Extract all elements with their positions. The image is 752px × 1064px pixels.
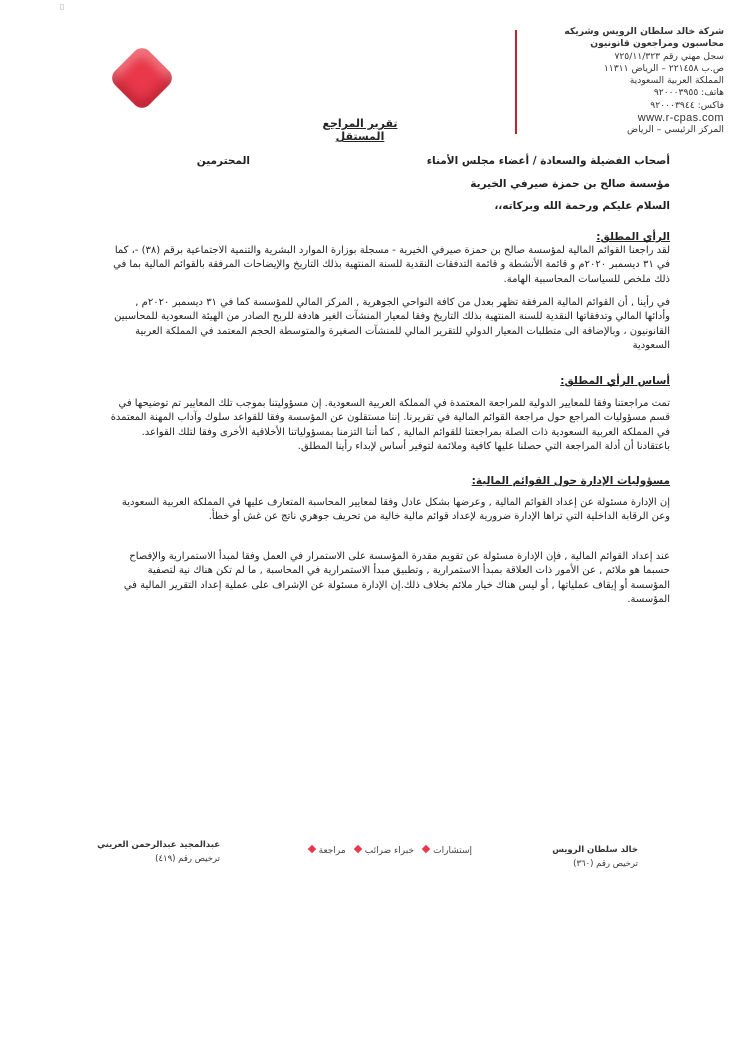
header-line: سجل مهني رقم ٧٢٥/١١/٣٢٣ [614, 50, 724, 62]
diamond-bullet-icon [307, 845, 315, 853]
partner-right-license: ترخيص رقم (٣٦٠) [573, 859, 638, 869]
service-consulting: إستشارات [433, 846, 472, 856]
foundation-name: مؤسسة صالح بن حمزة صيرفي الخيرية [470, 178, 670, 190]
greeting: السلام عليكم ورحمة الله وبركاته،، [494, 200, 670, 212]
management-paragraph-1: إن الإدارة مسئولة عن إعداد القوائم المالية , وعرضها بشكل عادل وفقا لمعايير المحاسبة المتعارف عليها في المملكة العربية السعودية وعن الرقابة الداخلية التي تراها الإدارة ضرورية لإعداد قوائم مالية خالية من تحريف جوهري ناتج عن غش أو خطأ. [121, 497, 670, 523]
partner-right-name: خالد سلطان الرويس [552, 845, 638, 855]
service-audit: مراجعة [318, 846, 346, 856]
diamond-bullet-icon [354, 845, 362, 853]
header-line: ص.ب ٢٢١٤٥٨ – الرياض ١١٣١١ [603, 62, 724, 74]
header-line: المملكة العربية السعودية [629, 75, 724, 87]
main-office: المركز الرئيسي – الرياض [626, 124, 724, 136]
header-line: شركة خالد سلطان الرويس وشريكه [564, 26, 724, 37]
header-divider [515, 30, 517, 134]
addressee-line: أصحاب الفضيلة والسعادة / أعضاء مجلس الأمناء [426, 155, 670, 167]
services-list [272, 838, 472, 857]
management-heading: مسؤوليات الإدارة حول القوائم المالية: [471, 475, 670, 487]
basis-paragraph: تمت مراجعتنا وفقا للمعايير الدولية للمراجعة المعتمدة في المملكة العربية السعودية. إن مسؤوليتنا بموجب تلك المعايير تم توضيحها في قسم مسؤوليات المراجع حول مراجعة القوائم المالية في تقريرنا. إننا مستقلون عن المؤسسة وفقا للقواعد سلوك وآداب المهنة المعتمدة في المملكة العربية السعودية ذات الصلة بمراجعتنا للقوائم المالية , كما أننا التزمنا بمسؤولياتنا الأخلاقية الأخرى وفقا لتلك القواعد. باعتقادنا أن أدلة المراجعة التي حصلنا عليها كافية وملائمة لتوفير أساس لإبداء رأينا المطلق. [110, 398, 670, 453]
partner-left-license: ترخيص رقم (٤١٩) [155, 854, 220, 864]
partner-left-name: عبدالمجيد عبدالرحمن العريني [97, 840, 220, 850]
opinion-heading: الرأي المطلق: [596, 231, 670, 243]
service-tax: خبراء ضرائب [364, 846, 415, 856]
diamond-bullet-icon [422, 845, 430, 853]
opinion-paragraph-2: في رأينا , أن القوائم المالية المرفقة تظهر بعدل من كافة النواحي الجوهرية , المركز المالي للمؤسسة كما في ٣١ ديسمبر ٢٠٢٠م , وأدائها المالي وتدفقاتها النقدية للسنة المنتهية بذلك التاريخ وفقا لمعيار المنشآت الغير هادفة للربح الصادر من الهيئة السعودية للمحاسبين القانونيون ، وبالإضافة الى متطلبات المعيار الدولي للتقرير المالي للمنشآت الصغيرة والمتوسطة الحجم المعتمد في المملكة العربية السعودية [114, 297, 670, 352]
company-header [524, 26, 724, 137]
basis-heading: أساس الرأي المطلق: [560, 375, 670, 387]
honorific: المحترمين [196, 155, 250, 167]
header-line: محاسبون ومراجعون قانونيون [590, 38, 724, 50]
header-line: هاتف: ٩٢٠٠٠٣٩٥٥ [653, 87, 724, 99]
corner-mark: ▯ [60, 2, 65, 11]
header-line: فاكس: ٩٢٠٠٠٣٩٤٤ [650, 99, 724, 111]
management-paragraph-2: عند إعداد القوائم المالية , فإن الإدارة مسئولة عن تقويم مقدرة المؤسسة على الاستمرار في العمل وفقا لمبدأ الاستمرارية والإفصاح حسبما هو ملائم , عن الأمور ذات العلاقة بمبدأ الاستمرارية , وتطبيق مبدأ الاستمرارية في المحاسبة , ما لم تكن هناك نية لتصفية المؤسسة أو إيقاف عملياتها , أو ليس هناك خيار ملائم بخلاف ذلك.إن الإدارة مسئولة عن الإشراف على عملية إعداد التقرير المالية في المؤسسة. [123, 551, 670, 606]
opinion-paragraph-1: لقد راجعنا القوائم المالية لمؤسسة صالح بن حمزة صيرفي الخيرية - مسجلة بوزارة الموارد البشرية والتنمية الاجتماعية برقم (٣٨) -، كما في ٣١ ديسمبر ٢٠٢٠م و قائمة الأنشطة و قائمة التدفقات النقدية للسنة المنتهية بذلك التاريخ والإيضاحات المرفقة بالقوائم المالية بما في ذلك ملخص للسياسات المحاسبية الهامة. [113, 245, 670, 285]
page-title: تقرير المراجع المستقل [322, 117, 398, 143]
website-link[interactable]: www.r-cpas.com [637, 112, 724, 125]
company-logo [108, 44, 176, 112]
